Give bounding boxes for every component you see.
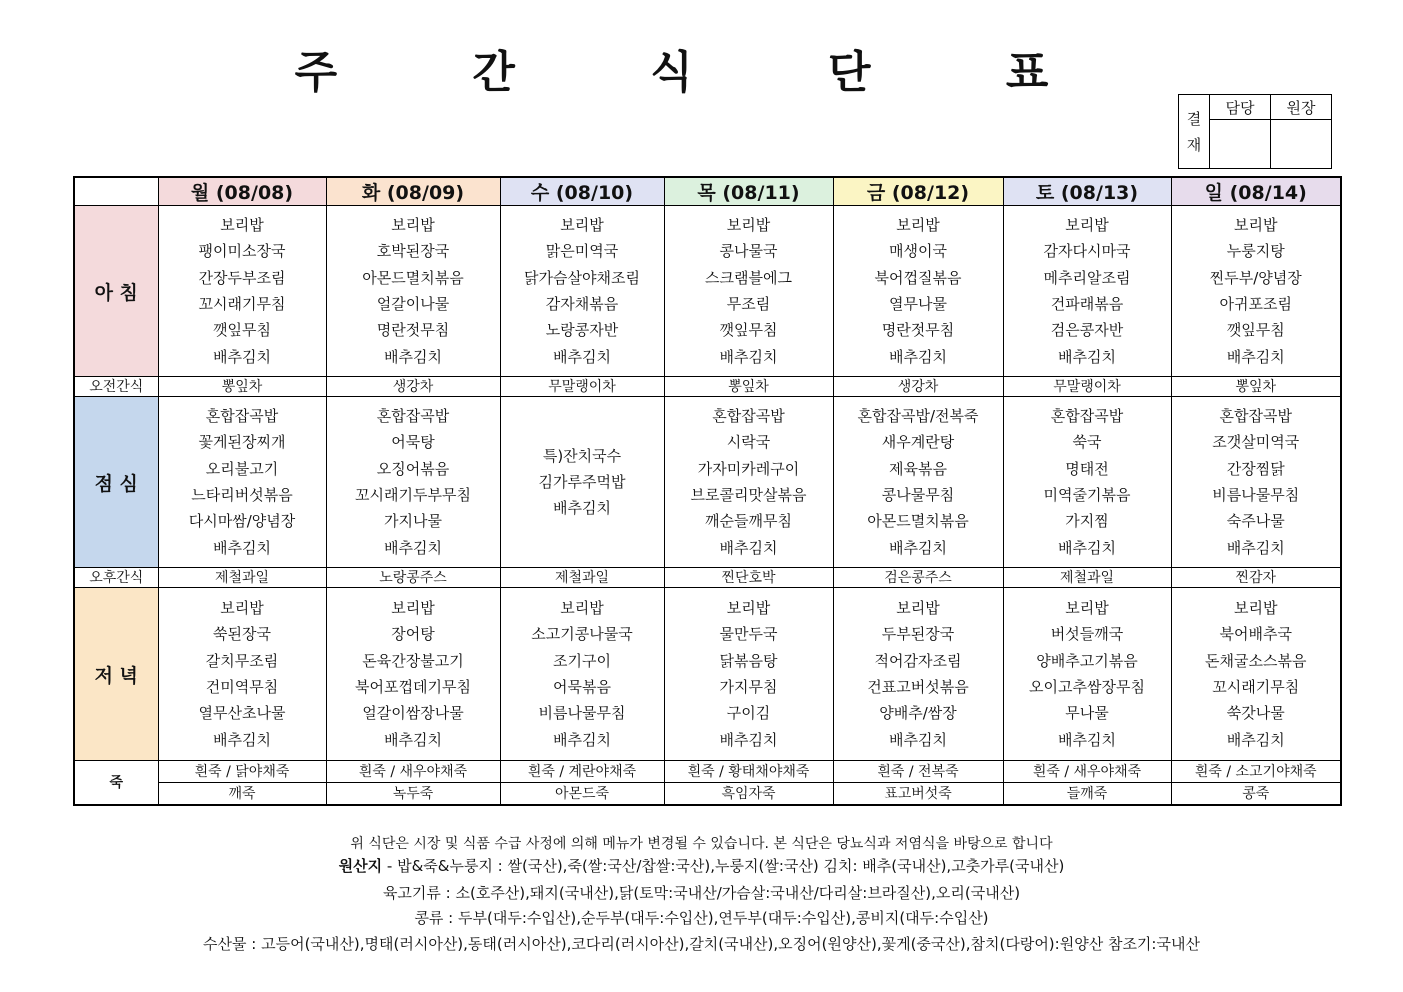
menu-item: 시락국: [726, 433, 771, 452]
menu-item: 두부된장국: [881, 625, 955, 644]
menu-item: 노랑콩자반: [545, 321, 619, 340]
day-header: 화 (08/09): [326, 177, 500, 206]
menu-item: 배추김치: [213, 730, 271, 749]
menu-item: 간장찜닭: [1226, 459, 1285, 478]
menu-item: 배추김치: [384, 347, 442, 366]
menu-item: 닭볶음탕: [719, 651, 778, 670]
menu-item: 혼합잡곡밥: [205, 407, 279, 426]
lunch-cell: [833, 397, 1003, 568]
menu-item: 꽃게된장찌개: [198, 433, 286, 452]
menu-item: 새우계란탕: [881, 433, 955, 452]
menu-item: 배추김치: [553, 499, 611, 518]
day-header: 수 (08/10): [500, 177, 664, 206]
menu-item: 무조림: [726, 295, 771, 313]
porridge-label: 죽: [74, 761, 158, 806]
breakfast-cell: [664, 206, 833, 377]
menu-item: 배추김치: [553, 730, 611, 749]
lunch-cell: [326, 397, 500, 568]
menu-item: 스크램블에그: [705, 268, 792, 287]
weekly-menu-table: [73, 176, 1342, 806]
porridge-cell: 콩죽: [1171, 783, 1341, 806]
menu-item: 열무나물: [889, 295, 947, 313]
breakfast-cell: [158, 206, 326, 377]
dinner-cell: [833, 588, 1003, 761]
am_snack-cell: 뽕잎차: [664, 377, 833, 397]
breakfast-cell: [500, 206, 664, 377]
menu-item: 검은콩자반: [1050, 321, 1124, 340]
menu-item: 조기구이: [553, 651, 611, 670]
menu-item: 미역줄기볶음: [1043, 486, 1131, 504]
menu-item: 얼갈이나물: [376, 295, 450, 313]
menu-item: 보리밥: [896, 216, 940, 235]
menu-item: 콩나물무침: [881, 486, 955, 504]
menu-item: 장어탕: [391, 625, 435, 644]
menu-item: 배추김치: [384, 730, 442, 749]
approval-director-header: 원장: [1271, 95, 1332, 120]
menu-item: 특)잔치국수: [542, 446, 622, 465]
pm_snack-cell: 제철과일: [500, 568, 664, 588]
menu-item: 감자다시마국: [1043, 242, 1131, 261]
porridge-cell: 흰죽 / 새우야채죽: [326, 761, 500, 783]
menu-item: 배추김치: [719, 347, 778, 366]
menu-item: 꼬시래기무침: [1212, 678, 1300, 696]
porridge-cell: 흰죽 / 새우야채죽: [1003, 761, 1171, 783]
breakfast-cell: [1171, 206, 1341, 377]
menu-item: 혼합잡곡밥: [1219, 407, 1292, 426]
dinner-cell: [326, 588, 500, 761]
menu-item: 명태전: [1065, 459, 1109, 478]
menu-item: 간장두부조림: [198, 268, 286, 287]
menu-item: 배추김치: [553, 347, 611, 366]
menu-item: 꼬시래기두부무침: [355, 486, 471, 504]
menu-item: 얼갈이쌈장나물: [362, 704, 464, 723]
pm_snack-cell: 노랑콩주스: [326, 568, 500, 588]
dinner-label: 저 녁: [74, 588, 158, 761]
am_snack-cell: 뽕잎차: [158, 377, 326, 397]
menu-item: 배추김치: [213, 538, 271, 557]
menu-item: 느타리버섯볶음: [191, 486, 293, 504]
menu-item: 배추김치: [719, 730, 778, 749]
pm_snack-cell: 제철과일: [1003, 568, 1171, 588]
menu-item: 물만두국: [719, 625, 778, 644]
menu-item: 쑥국: [1072, 433, 1102, 452]
menu-item: 배추김치: [1226, 730, 1285, 749]
day-header: 목 (08/11): [664, 177, 833, 206]
breakfast-cell: [1003, 206, 1171, 377]
menu-item: 배추김치: [384, 538, 442, 557]
menu-item: 김가루주먹밥: [538, 472, 626, 491]
menu-item: 메추리알조림: [1043, 268, 1131, 287]
porridge-cell: 표고버섯죽: [833, 783, 1003, 806]
menu-item: 누룽지탕: [1226, 242, 1285, 261]
dinner-cell: [1171, 588, 1341, 761]
menu-item: 버섯들깨국: [1050, 625, 1124, 644]
menu-item: 아몬드멸치볶음: [867, 512, 969, 531]
menu-item: 보리밥: [391, 216, 435, 235]
menu-item: 보리밥: [1065, 216, 1109, 235]
notes-origin-bean: 콩류 : 두부(대두:수입산),순두부(대두:수입산),연두부(대두:수입산),콩비지(대두:수입산): [414, 909, 989, 927]
menu-item: 구이김: [726, 704, 771, 723]
menu-item: 적어감자조림: [874, 651, 962, 670]
am_snack-cell: 생강차: [326, 377, 500, 397]
corner-cell: [74, 177, 158, 206]
menu-item: 가자미카레구이: [697, 459, 800, 478]
menu-item: 조갯살미역국: [1212, 433, 1300, 452]
menu-item: 건미역무침: [205, 678, 279, 696]
menu-item: 열무산초나물: [198, 704, 286, 723]
menu-item: 명란젓무침: [376, 321, 450, 340]
porridge-row-1: [74, 761, 1341, 783]
porridge-cell: 깨죽: [158, 783, 326, 806]
lunch-row: [74, 397, 1341, 568]
approval-label: 결 재: [1179, 95, 1210, 169]
breakfast-row: [74, 206, 1341, 377]
menu-item: 제육볶음: [889, 459, 947, 478]
menu-item: 명란젓무침: [881, 321, 955, 340]
menu-item: 보리밥: [1234, 216, 1278, 235]
lunch-label: 점 심: [74, 397, 158, 568]
menu-item: 북어포껍데기무침: [355, 678, 471, 696]
lunch-cell: [664, 397, 833, 568]
menu-item: 돈채굴소스볶음: [1205, 651, 1307, 670]
menu-item: 배추김치: [889, 730, 947, 749]
menu-item: 쑥갓나물: [1226, 704, 1285, 723]
menu-item: 보리밥: [220, 216, 264, 235]
notes-origin-label: 원산지: [338, 857, 383, 875]
menu-item: 감자채볶음: [545, 295, 619, 313]
lunch-cell: [1171, 397, 1341, 568]
menu-item: 갈치무조림: [205, 651, 279, 670]
porridge-cell: 흰죽 / 계란야채죽: [500, 761, 664, 783]
menu-item: 배추김치: [1226, 538, 1285, 557]
pm_snack-cell: 찐감자: [1171, 568, 1341, 588]
porridge-cell: 흰죽 / 전복죽: [833, 761, 1003, 783]
menu-item: 배추김치: [1058, 730, 1116, 749]
menu-item: 보리밥: [560, 599, 604, 618]
menu-item: 건파래볶음: [1050, 295, 1124, 313]
menu-item: 보리밥: [391, 599, 435, 618]
am_snack-row: [74, 377, 1341, 397]
day-header: 일 (08/14): [1171, 177, 1341, 206]
dinner-row: [74, 588, 1341, 761]
menu-item: 건표고버섯볶음: [867, 678, 969, 696]
menu-item: 양배추고기볶음: [1036, 651, 1138, 670]
menu-item: 혼합잡곡밥: [376, 407, 450, 426]
porridge-cell: 흰죽 / 소고기야채죽: [1171, 761, 1341, 783]
pm_snack-cell: 검은콩주스: [833, 568, 1003, 588]
menu-item: 배추김치: [1226, 347, 1285, 366]
menu-item: 깻잎무침: [1226, 321, 1285, 340]
menu-item: 보리밥: [726, 216, 771, 235]
menu-item: 북어껍질볶음: [874, 268, 962, 287]
breakfast-label: 아 침: [74, 206, 158, 377]
day-header: 월 (08/08): [158, 177, 326, 206]
am_snack-cell: 뽕잎차: [1171, 377, 1341, 397]
porridge-cell: 녹두죽: [326, 783, 500, 806]
approval-manager-sign: [1210, 120, 1271, 169]
menu-item: 어묵볶음: [553, 678, 611, 696]
menu-item: 오리불고기: [205, 459, 279, 478]
day-header: 토 (08/13): [1003, 177, 1171, 206]
pm_snack-label: 오후간식: [74, 568, 158, 588]
am_snack-cell: 생강차: [833, 377, 1003, 397]
porridge-cell: 흑임자죽: [664, 783, 833, 806]
menu-item: 깻잎무침: [719, 321, 778, 340]
porridge-cell: 들깨죽: [1003, 783, 1171, 806]
breakfast-cell: [326, 206, 500, 377]
notes-origin-rice: 원산지 - 밥&죽&누룽지 : 쌀(국산),죽(쌀:국산/찹쌀:국산),누룽지(쌀:국산) 김치: 배추(국내산),고춧가루(국내산): [338, 857, 1065, 875]
menu-item: 깻잎무침: [213, 321, 271, 340]
approval-director-sign: [1271, 120, 1332, 169]
porridge-cell: 흰죽 / 닭야채죽: [158, 761, 326, 783]
menu-item: 꼬시래기무침: [198, 295, 286, 313]
menu-item: 돈육간장불고기: [362, 651, 464, 670]
lunch-cell: [158, 397, 326, 568]
menu-item: 깨순들깨무침: [705, 512, 792, 531]
menu-item: 다시마쌈/양념장: [188, 512, 296, 531]
menu-item: 브로콜리맛살볶음: [690, 486, 807, 504]
breakfast-cell: [833, 206, 1003, 377]
approval-manager-header: 담당: [1210, 95, 1271, 120]
am_snack-cell: 무말랭이차: [1003, 377, 1171, 397]
menu-item: 쑥된장국: [213, 625, 271, 644]
notes-origin-seafood: 수산물 : 고등어(국내산),명태(러시아산),동태(러시아산),코다리(러시아산),갈치(국내산),오징어(원양산),꽃게(중국산),참치(다랑어):원양산 참조기:국내산: [203, 935, 1200, 953]
pm_snack-cell: 제철과일: [158, 568, 326, 588]
menu-item: 혼합잡곡밥: [712, 407, 785, 426]
dinner-cell: [500, 588, 664, 761]
menu-item: 혼합잡곡밥/전복죽: [857, 407, 979, 426]
menu-item: 팽이미소장국: [198, 242, 286, 261]
porridge-cell: 흰죽 / 황태채야채죽: [664, 761, 833, 783]
porridge-cell: 아몬드죽: [500, 783, 664, 806]
menu-item: 배추김치: [889, 538, 947, 557]
porridge-row-2: [74, 783, 1341, 806]
pm_snack-cell: 찐단호박: [664, 568, 833, 588]
menu-item: 양배추/쌈장: [879, 704, 957, 723]
menu-item: 혼합잡곡밥: [1050, 407, 1124, 426]
menu-item: 찐두부/양념장: [1209, 268, 1302, 287]
dinner-cell: [664, 588, 833, 761]
menu-item: 가지무침: [719, 678, 778, 696]
menu-item: 보리밥: [726, 599, 771, 618]
page-title: 주 간 식 단 표: [294, 47, 1109, 98]
menu-item: 보리밥: [560, 216, 604, 235]
notes-origin-meat: 육고기류 : 소(호주산),돼지(국내산),닭(토막:국내산/가슴살:국내산/다리살:브라질산),오리(국내산): [382, 884, 1021, 902]
lunch-cell: [1003, 397, 1171, 568]
menu-item: 어묵탕: [391, 433, 435, 452]
menu-item: 비름나물무침: [538, 704, 626, 723]
menu-item: 배추김치: [889, 347, 947, 366]
menu-item: 닭가슴살야채조림: [524, 268, 640, 287]
menu-item: 가지찜: [1065, 512, 1109, 531]
menu-item: 아몬드멸치볶음: [362, 268, 464, 287]
pm_snack-row: [74, 568, 1341, 588]
dinner-cell: [158, 588, 326, 761]
menu-item: 보리밥: [220, 599, 264, 618]
menu-item: 아귀포조림: [1219, 295, 1292, 313]
menu-item: 비름나물무침: [1212, 486, 1300, 504]
menu-item: 배추김치: [719, 538, 778, 557]
menu-item: 가지나물: [384, 512, 442, 531]
am_snack-label: 오전간식: [74, 377, 158, 397]
approval-box: [1178, 94, 1332, 169]
menu-item: 오징어볶음: [376, 459, 450, 478]
menu-item: 북어배추국: [1219, 625, 1292, 644]
dinner-cell: [1003, 588, 1171, 761]
menu-item: 숙주나물: [1226, 512, 1285, 531]
menu-item: 오이고추쌈장무침: [1029, 678, 1145, 696]
menu-item: 보리밥: [896, 599, 940, 618]
menu-item: 배추김치: [213, 347, 271, 366]
menu-item: 맑은미역국: [545, 242, 619, 261]
menu-item: 소고기콩나물국: [531, 625, 633, 644]
menu-item: 콩나물국: [719, 242, 778, 261]
menu-item: 배추김치: [1058, 538, 1116, 557]
day-header: 금 (08/12): [833, 177, 1003, 206]
day-header-row: [74, 177, 1341, 206]
menu-item: 보리밥: [1234, 599, 1278, 618]
lunch-cell: [500, 397, 664, 568]
menu-item: 무나물: [1065, 704, 1109, 723]
menu-item: 매생이국: [889, 242, 947, 261]
menu-item: 호박된장국: [376, 242, 450, 261]
notes-disclaimer: 위 식단은 시장 및 식품 수급 사정에 의해 메뉴가 변경될 수 있습니다. 본 식단은 당뇨식과 저염식을 바탕으로 합니다: [350, 836, 1053, 852]
menu-item: 배추김치: [1058, 347, 1116, 366]
menu-item: 보리밥: [1065, 599, 1109, 618]
am_snack-cell: 무말랭이차: [500, 377, 664, 397]
